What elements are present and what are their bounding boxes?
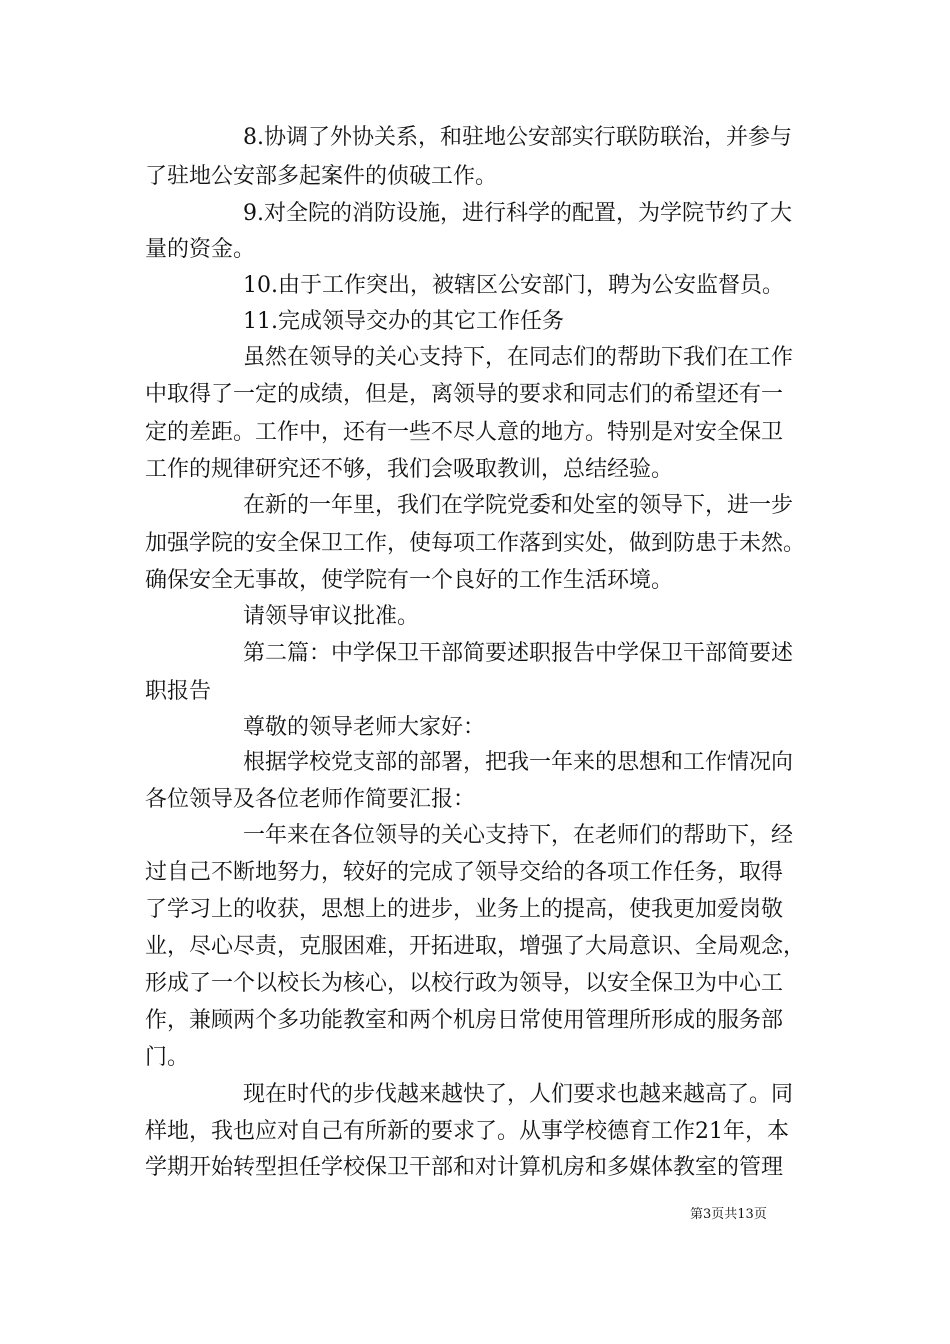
section-heading: 第二篇：中学保卫干部简要述职报告中学保卫干部简要述: [243, 641, 794, 666]
text-line: 11.完成领导交办的其它工作任务: [243, 309, 564, 334]
text-line: 学期开始转型担任学校保卫干部和对计算机房和多媒体教室的管理: [145, 1155, 784, 1180]
text-line: 定的差距。工作中，还有一些不尽人意的地方。特别是对安全保卫: [145, 420, 784, 445]
text-line: 量的资金。: [145, 237, 256, 262]
text-line: 中取得了一定的成绩，但是，离领导的要求和同志们的希望还有一: [145, 382, 784, 407]
text-line: 工作的规律研究还不够，我们会吸取教训，总结经验。: [145, 457, 674, 482]
text-line: 现在时代的步伐越来越快了，人们要求也越来越高了。同: [243, 1082, 794, 1107]
text-line: 10.由于工作突出，被辖区公安部门，聘为公安监督员。: [243, 273, 784, 298]
text-line: 请领导审议批准。: [243, 604, 420, 629]
section-heading: 职报告: [145, 679, 212, 704]
text-line: 形成了一个以校长为核心，以校行政为领导，以安全保卫为中心工: [145, 971, 784, 996]
text-line: 9.对全院的消防设施，进行科学的配置，为学院节约了大: [243, 201, 792, 226]
text-line: 8.协调了外协关系，和驻地公安部实行联防联治，并参与: [243, 125, 792, 150]
text-line: 业，尽心尽责，克服困难，开拓进取，增强了大局意识、全局观念，: [145, 934, 806, 959]
text-line: 作，兼顾两个多功能教室和两个机房日常使用管理所形成的服务部: [145, 1008, 784, 1033]
text-line: 虽然在领导的关心支持下，在同志们的帮助下我们在工作: [243, 345, 794, 370]
text-line: 样地，我也应对自己有所新的要求了。从事学校德育工作21年，本: [145, 1119, 789, 1144]
text-line: 过自己不断地努力，较好的完成了领导交给的各项工作任务，取得: [145, 860, 784, 885]
text-line: 根据学校党支部的部署，把我一年来的思想和工作情况向: [243, 750, 794, 775]
text-line: 各位领导及各位老师作简要汇报：: [145, 787, 476, 812]
text-line: 确保安全无事故，使学院有一个良好的工作生活环境。: [145, 568, 674, 593]
salutation: 尊敬的领导老师大家好：: [243, 715, 486, 740]
text-line: 门。: [145, 1045, 190, 1070]
text-line: 了驻地公安部多起案件的侦破工作。: [145, 164, 498, 189]
text-line: 加强学院的安全保卫工作，使每项工作落到实处，做到防患于未然。: [145, 531, 806, 556]
page-number-footer: 第3页共13页: [690, 1207, 767, 1222]
text-line: 在新的一年里，我们在学院党委和处室的领导下，进一步: [243, 493, 794, 518]
text-line: 了学习上的收获，思想上的进步，业务上的提高，使我更加爱岗敬: [145, 897, 784, 922]
text-line: 一年来在各位领导的关心支持下，在老师们的帮助下，经: [243, 823, 794, 848]
